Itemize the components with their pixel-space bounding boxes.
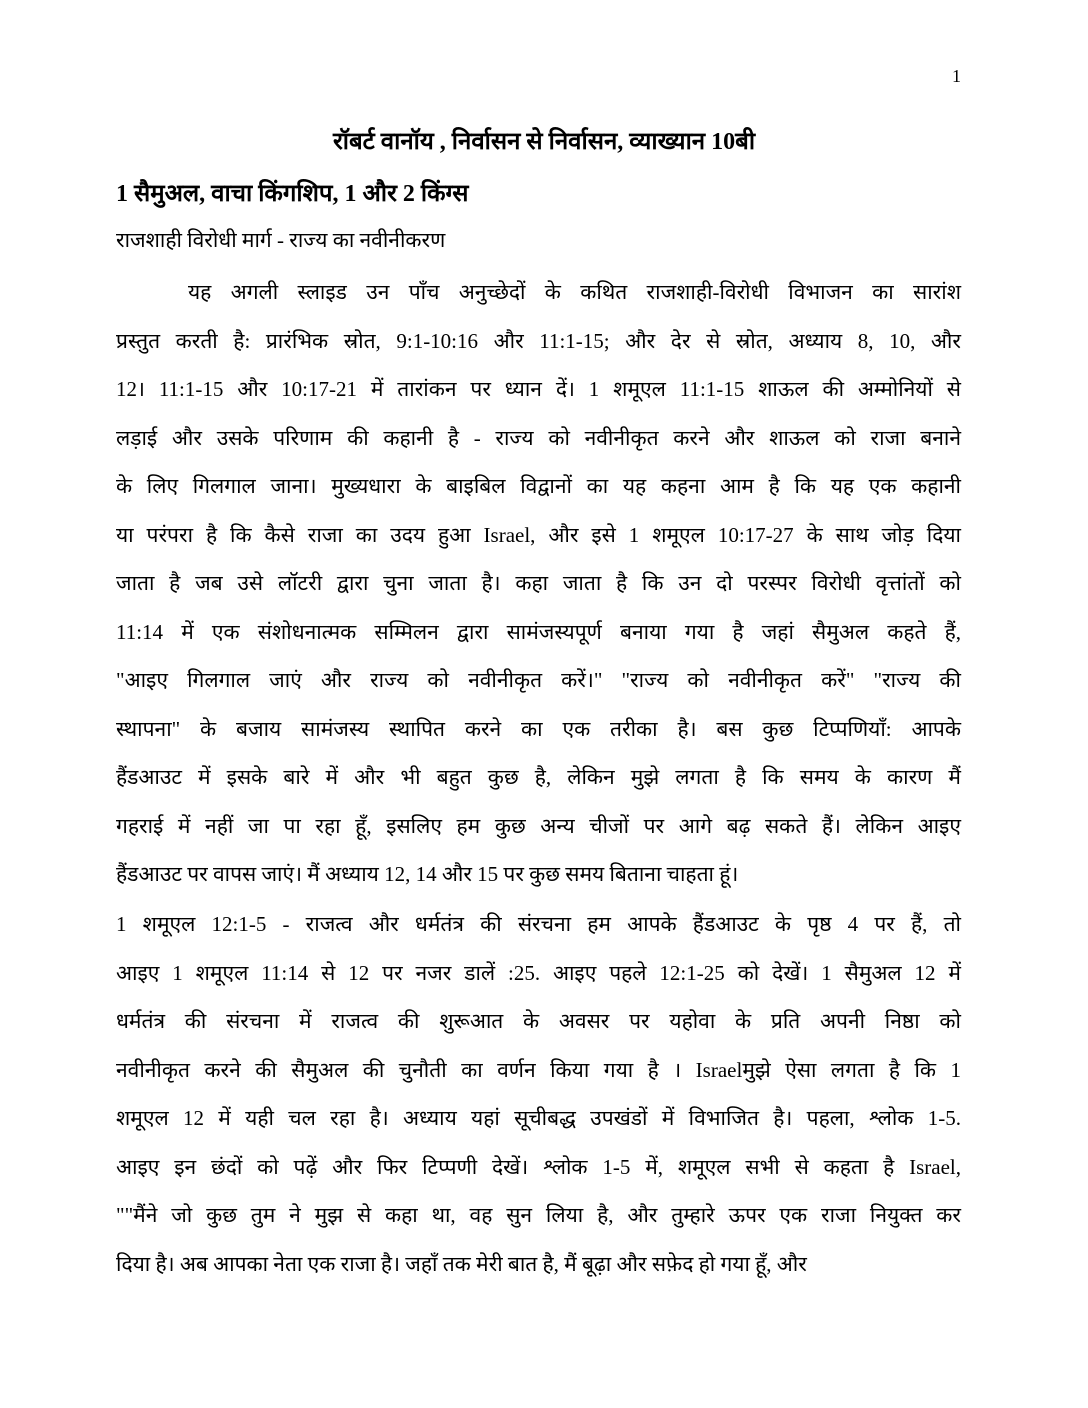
text-line: स्थापना" के बजाय सामंजस्य स्थापित करने का एक तरीका है। बस कुछ टिप्पणियाँ: आपके [116,716,961,741]
text-line: 12। 11:1-15 और 10:17-21 में तारांकन पर ध्यान दें। 1 शमूएल 11:1-15 शाऊल की अम्मोनियों से [116,377,961,401]
text-line: शमूएल 12 में यही चल रहा है। अध्याय यहां सूचीबद्ध उपखंडों में विभाजित है। पहला, श्लोक 1-5. [116,1106,961,1130]
document-title: रॉबर्ट वानॉय , निर्वासन से निर्वासन, व्याख्यान 10बी [332,129,756,155]
text-line: प्रस्तुत करती है: प्रारंभिक स्रोत, 9:1-10:16 और 11:1-15; और देर से स्रोत, अध्याय 8, 10, और [116,328,961,353]
text-line: या परंपरा है कि कैसे राजा का उदय हुआ Israel, और इसे 1 शमूएल 10:17-27 के साथ जोड़ दिया [116,522,961,547]
text-line: आइए इन छंदों को पढ़ें और फिर टिप्पणी देखें। श्लोक 1-5 में, शमूएल सभी से कहता है Israel, [116,1154,961,1179]
text-line: 11:14 में एक संशोधनात्मक सम्मिलन द्वारा सामंजस्यपूर्ण बनाया गया है जहां सैमुअल कहते हैं, [116,619,961,644]
text-line: नवीनीकृत करने की सैमुअल की चुनौती का वर्णन किया गया है । Israelमुझे ऐसा लगता है कि 1 [116,1057,961,1082]
section-subheading: राजशाही विरोधी मार्ग - राज्य का नवीनीकरण [116,228,446,252]
text-line: "आइए गिलगाल जाएं और राज्य को नवीनीकृत करें।" "राज्य को नवीनीकृत करें" "राज्य की [116,668,961,692]
text-line: लड़ाई और उसके परिणाम की कहानी है - राज्य को नवीनीकृत करने और शाऊल को राजा बनाने [116,425,961,450]
text-line: जाता है जब उसे लॉटरी द्वारा चुना जाता है। कहा जाता है कि उन दो परस्पर विरोधी वृत्तांतों को [116,571,961,595]
text-line: दिया है। अब आपका नेता एक राजा है। जहाँ तक मेरी बात है, मैं बूढ़ा और सफ़ेद हो गया हूँ, और [116,1251,807,1276]
text-line: 1 शमूएल 12:1-5 - राजत्व और धर्मतंत्र की संरचना हम आपके हैंडआउट के पृष्ठ 4 पर हैं, तो [116,912,961,936]
text-line: हैंडआउट पर वापस जाएं। मैं अध्याय 12, 14 और 15 पर कुछ समय बिताना चाहता हूं। [116,862,739,886]
text-line: गहराई में नहीं जा पा रहा हूँ, इसलिए हम कुछ अन्य चीजों पर आगे बढ़ सकते हैं। लेकिन आइए [116,813,961,838]
text-line: आइए 1 शमूएल 11:14 से 12 पर नजर डालें :25. आइए पहले 12:1-25 को देखें। 1 सैमुअल 12 में [116,960,961,985]
document-heading: 1 सैमुअल, वाचा किंगशिप, 1 और 2 किंग्स [116,181,469,207]
text-line: हैंडआउट में इसके बारे में और भी बहुत कुछ है, लेकिन मुझे लगता है कि समय के कारण मैं [116,765,961,789]
text-line: के लिए गिलगाल जाना। मुख्यधारा के बाइबिल विद्वानों का यह कहना आम है कि यह एक कहानी [116,474,961,498]
page-number: 1 [952,66,961,86]
text-line: ""मैंने जो कुछ तुम ने मुझ से कहा था, वह सुन लिया है, और तुम्हारे ऊपर एक राजा नियुक्त कर [116,1203,961,1227]
text-line: यह अगली स्लाइड उन पाँच अनुच्छेदों के कथित राजशाही-विरोधी विभाजन का सारांश [188,280,961,304]
text-line: धर्मतंत्र की संरचना में राजत्व की शुरूआत के अवसर पर यहोवा के प्रति अपनी निष्ठा को [116,1009,961,1033]
